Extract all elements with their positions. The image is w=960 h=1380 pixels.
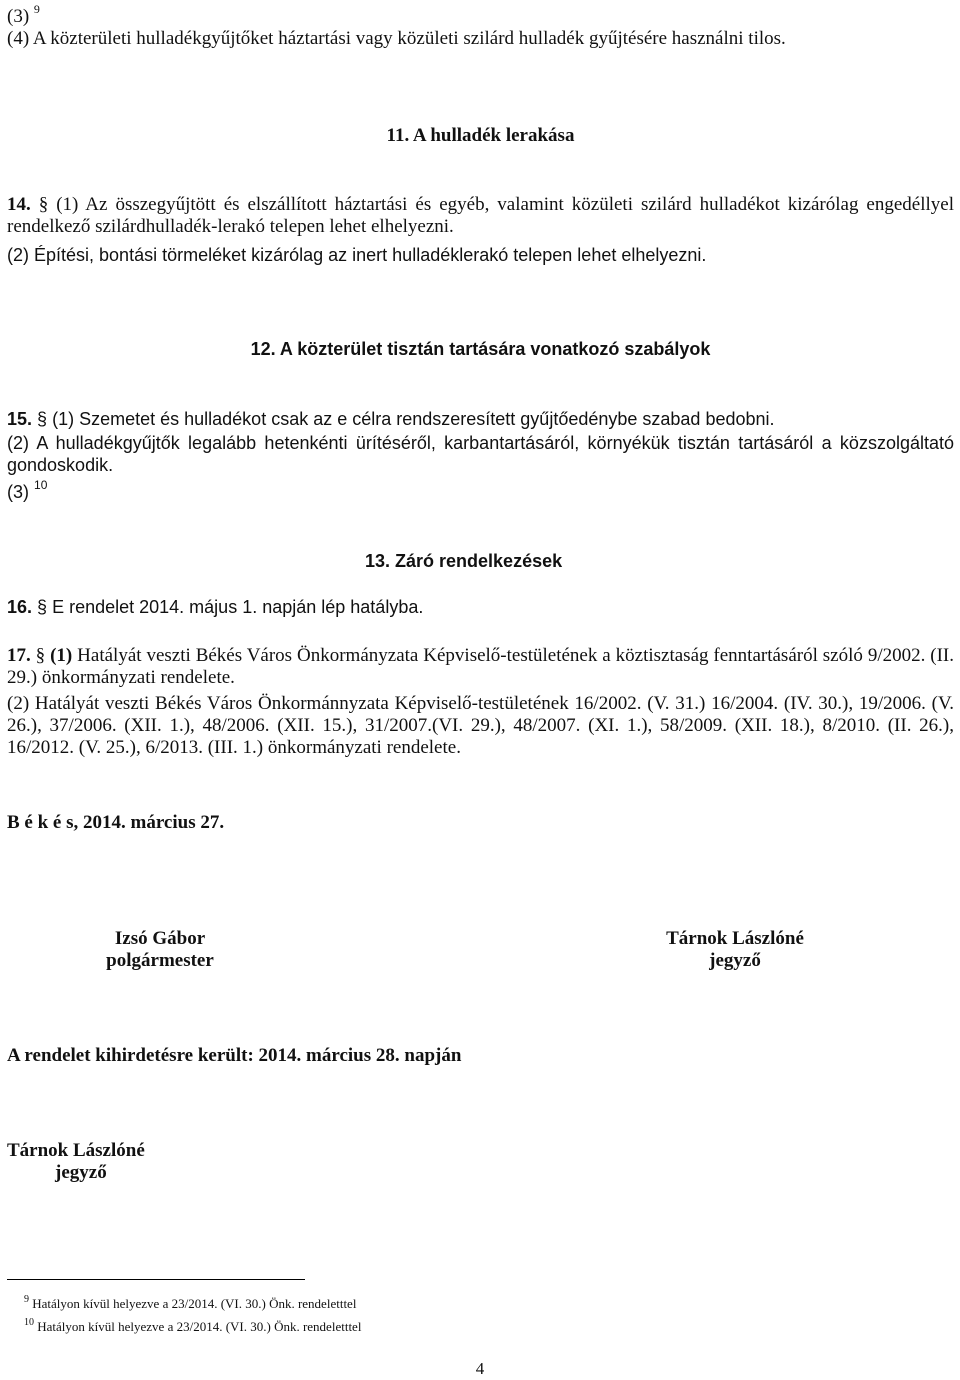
paragraph-14-1: 14. § (1) Az összegyűjtött és elszállított háztartási és egyéb, valamint közületi szilárd hulladékot kizárólag engedéllyel rendelkező szilárdhulladék-lerakó telepen lehet elhelyezni. — [7, 194, 954, 237]
paragraph-15-1: 15. § (1) Szemetet és hulladékot csak az e célra rendszeresített gyűjtőedénybe szabad bedobni. — [7, 409, 775, 429]
paragraph-15-2: (2) A hulladékgyűjtők legalább hetenkénti ürítéséről, karbantartásáról, környékük tisztán tartásáról a közszolgáltató gondoskodik. — [7, 433, 954, 475]
place-and-date: B é k é s, 2014. március 27. — [7, 812, 225, 833]
paragraph-15-3-repealed: (3) $^{10}$ — [7, 478, 48, 502]
notary-signature-block — [620, 928, 850, 972]
page-number: 4 — [475, 1359, 485, 1378]
footnote-ref-9[interactable]: 9 — [33, 2, 40, 16]
mayor-signature-block — [60, 928, 260, 972]
section-11-heading: 11. A hulladék lerakása — [386, 125, 575, 146]
mayor-name: Izsó Gábor — [114, 928, 206, 949]
section-sign: § — [37, 597, 48, 617]
promulgation-note: A rendelet kihirdetésre került: 2014. március 28. napján — [7, 1045, 462, 1066]
section-sign: § — [38, 194, 49, 215]
paragraph-3-repealed: (3) $^9$ — [7, 2, 40, 27]
section-13-heading: 13. Záró rendelkezések — [365, 551, 563, 571]
section-sign: § — [37, 409, 48, 429]
section-sign: § — [35, 645, 46, 666]
footnote-ref-10[interactable]: 10 — [34, 478, 48, 492]
paragraph-4: (4) A közterületi hulladékgyűjtőket háztartási vagy közületi szilárd hulladék gyűjtésére használni tilos. — [7, 28, 786, 49]
section-12-heading: 12. A közterület tisztán tartására vonatkozó szabályok — [250, 339, 711, 359]
notary-name: Tárnok Lászlóné — [666, 928, 804, 949]
paragraph-16: 16. § E rendelet 2014. május 1. napján lép hatályba. — [7, 597, 424, 617]
footnote-9: $^9$ Hatályon kívül helyezve a 23/2014. (VI. 30.) Önk. rendeletttel — [24, 1294, 357, 1311]
mayor-title: polgármester — [106, 950, 214, 971]
paragraph-17-1: 17. § (1) Hatályát veszti Békés Város Önkormányzata Képviselő-testületének a köztisztaság fenntartásáról szóló 9/2002. (II. 29.) önkormányzati rendelete. — [7, 645, 954, 688]
notary-title: jegyző — [709, 950, 761, 971]
footnote-separator — [7, 1279, 305, 1280]
footnote-10: $^{10}$ Hatályon kívül helyezve a 23/2014. (VI. 30.) Önk. rendeletttel — [24, 1317, 362, 1334]
paragraph-17-2: (2) Hatályát veszti Békés Város Önkormánnyzata Képviselő-testületének 16/2002. (V. 31.) 16/2004. (IV. 30.), 19/2006. (V. 26.), 37/2006. (XII. 1.), 48/2006. (XII. 15.), 31/2007.(VI. 29.), 48/2007. (XI. 1.), 58/2009. (XII. 18.), 8/2010. (II. 26.), 16/2012. (V. 25.), 6/2013. (III. 1.) önkormányzati rendelete. — [7, 693, 954, 758]
final-signature-block — [7, 1140, 207, 1184]
final-signer-title: jegyző — [55, 1162, 107, 1183]
paragraph-14-2: (2) Építési, bontási törmeléket kizárólag az inert hulladéklerakó telepen lehet elhelyezni. — [7, 245, 707, 265]
final-signer-name: Tárnok Lászlóné — [7, 1140, 145, 1161]
